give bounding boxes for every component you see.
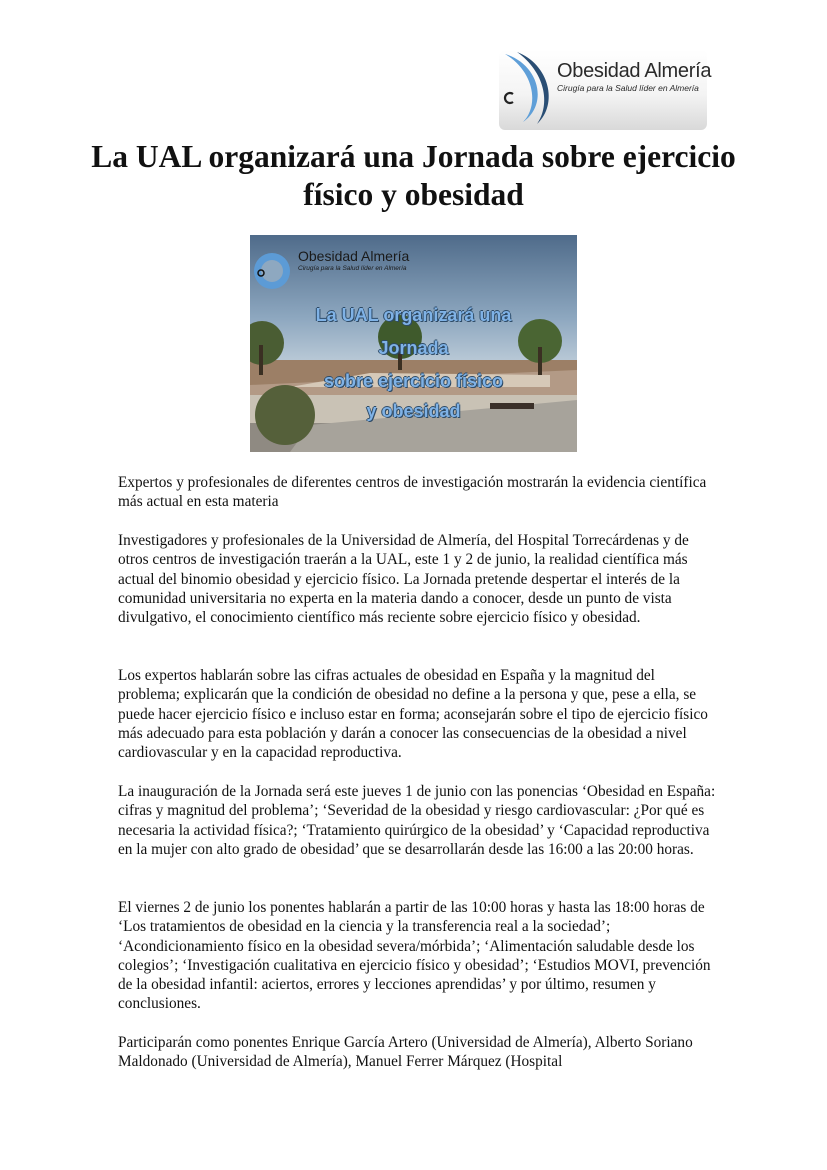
hero-caption-line: Jornada <box>378 338 449 358</box>
hero-logo-title: Obesidad Almería <box>298 248 410 264</box>
obesidad-almeria-logo <box>499 50 712 130</box>
hero-logo-subtitle: Cirugía para la Salud líder en Almería <box>298 265 407 272</box>
hero-image <box>250 235 577 452</box>
logo-mark-icon <box>499 50 561 130</box>
hero-caption-line: sobre ejercicio físico <box>323 371 504 391</box>
logo-title: Obesidad Almería <box>557 60 712 82</box>
body-paragraph: Investigadores y profesionales de la Universidad de Almería, del Hospital Torrecárdenas y de otros centros de investigación traerán a la UAL, este 1 y 2 de junio, la realidad científica más actual del binomio obesidad y ejercicio físico. La Jornada pretende despertar el interés de la comunidad universitaria no experta en la materia dando a conocer, desde un punto de vista divulgativo, el conocimiento científico más reciente sobre ejercicio físico y obesidad. <box>118 532 689 627</box>
intro-paragraph: Expertos y profesionales de diferentes centros de investigación mostrarán la evidencia científica más actual en esta materia <box>118 474 707 511</box>
body-paragraph: El viernes 2 de junio los ponentes hablarán a partir de las 10:00 horas y hasta las 18:00 horas de ‘Los tratamientos de obesidad en la ciencia y la transferencia real a la sociedad’; ‘Acondicionamiento físico en la obesidad severa/mórbida’; ‘Alimentación saludable desde los colegios’; ‘Investigación cualitativa en ejercicio físico y obesidad’; ‘Estudios MOVI, prevención de la obesidad infantil: aciertos, errores y lecciones aprendidas’ y por último, resumen y conclusiones. <box>118 899 711 1013</box>
body-paragraph: Los expertos hablarán sobre las cifras actuales de obesidad en España y la magnitud del problema; explicarán que la condición de obesidad no define a la persona y que, pese a ella, se puede hacer ejercicio físico e incluso estar en forma; aconsejarán sobre el tipo de ejercicio físico más adecuado para esta población y darán a conocer las consecuencias de la obesidad a nivel cardiovascular y en la capacidad reproductiva. <box>118 667 708 762</box>
body-paragraph: Participarán como ponentes Enrique García Artero (Universidad de Almería), Alberto Soriano Maldonado (Universidad de Almería), Manuel Ferrer Márquez (Hospital <box>118 1034 693 1071</box>
hero-caption-line: La UAL organizará una <box>315 305 512 325</box>
hero-caption-line: y obesidad <box>366 401 461 421</box>
body-paragraph: La inauguración de la Jornada será este jueves 1 de junio con las ponencias ‘Obesidad en España: cifras y magnitud del problema’; ‘Severidad de la obesidad y riesgo cardiovascular: ¿Por qué es necesaria la actividad física?; ‘Tratamiento quirúrgico de la obesidad’ y ‘Capacidad reproductiva en la mujer con alto grado de obesidad’ que se desarrollarán desde las 16:00 a las 20:00 horas. <box>118 783 716 858</box>
logo-subtitle: Cirugía para la Salud líder en Almería <box>557 83 699 93</box>
article-headline: La UAL organizará una Jornada sobre ejercicio físico y obesidad <box>91 139 736 212</box>
